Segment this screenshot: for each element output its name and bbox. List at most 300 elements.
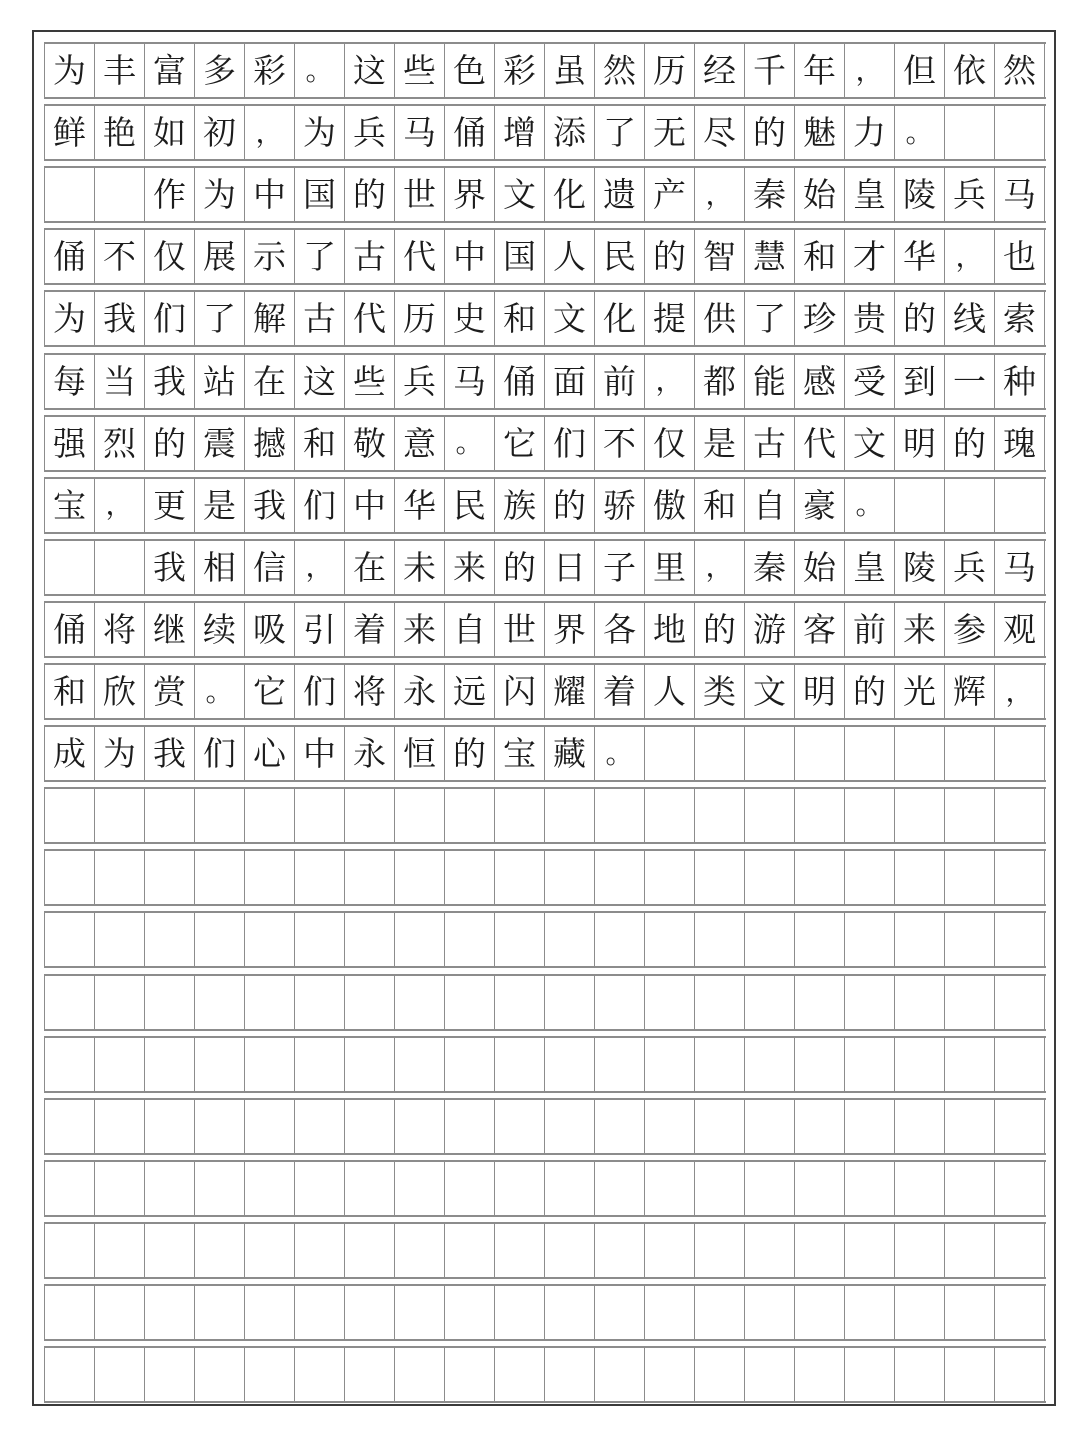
grid-cell: 辉 xyxy=(945,665,995,718)
grid-cell: 民 xyxy=(445,479,495,532)
grid-cell: 提 xyxy=(645,292,695,345)
grid-cell xyxy=(845,727,895,780)
grid-cell: 的 xyxy=(745,106,795,159)
grid-cell xyxy=(145,976,195,1029)
grid-cell xyxy=(895,1038,945,1091)
grid-cell xyxy=(695,1348,745,1401)
grid-cell xyxy=(545,976,595,1029)
grid-cell xyxy=(395,913,445,966)
grid-cell xyxy=(145,1162,195,1215)
grid-cell xyxy=(95,1348,145,1401)
grid-cell: 世 xyxy=(495,603,545,656)
grid-cell: 然 xyxy=(595,44,645,97)
grid-cell xyxy=(845,1286,895,1339)
grid-cell xyxy=(995,976,1045,1029)
grid-cell xyxy=(95,1100,145,1153)
grid-cell xyxy=(445,789,495,842)
grid-cell: 游 xyxy=(745,603,795,656)
grid-cell xyxy=(995,1348,1045,1401)
grid-cell: 但 xyxy=(895,44,945,97)
grid-cell: 烈 xyxy=(95,417,145,470)
grid-cell: 着 xyxy=(595,665,645,718)
grid-cell xyxy=(395,1038,445,1091)
grid-cell xyxy=(895,1348,945,1401)
grid-cell: 代 xyxy=(795,417,845,470)
grid-cell: 添 xyxy=(545,106,595,159)
grid-cell xyxy=(395,789,445,842)
grid-cell xyxy=(295,851,345,904)
grid-cell xyxy=(45,851,95,904)
grid-cell xyxy=(195,851,245,904)
grid-cell: 心 xyxy=(245,727,295,780)
grid-cell xyxy=(95,1224,145,1277)
grid-row xyxy=(44,974,1046,1031)
grid-cell xyxy=(445,1100,495,1153)
grid-cell xyxy=(95,168,145,221)
grid-cell xyxy=(495,976,545,1029)
grid-cell: 了 xyxy=(595,106,645,159)
grid-cell: 了 xyxy=(745,292,795,345)
grid-cell xyxy=(645,789,695,842)
grid-row xyxy=(44,353,1046,410)
grid-cell: 它 xyxy=(245,665,295,718)
grid-cell: 俑 xyxy=(45,230,95,283)
grid-cell xyxy=(745,1348,795,1401)
grid-cell xyxy=(345,913,395,966)
grid-cell: 里 xyxy=(645,541,695,594)
grid-cell xyxy=(945,1038,995,1091)
grid-cell xyxy=(145,1100,195,1153)
grid-cell xyxy=(345,1286,395,1339)
grid-cell: 为 xyxy=(195,168,245,221)
grid-cell: 耀 xyxy=(545,665,595,718)
grid-cell: 类 xyxy=(695,665,745,718)
grid-cell: 和 xyxy=(295,417,345,470)
grid-cell: 代 xyxy=(345,292,395,345)
grid-cell: 这 xyxy=(345,44,395,97)
grid-cell: 。 xyxy=(895,106,945,159)
grid-row xyxy=(44,725,1046,782)
grid-cell xyxy=(945,1162,995,1215)
grid-cell: 在 xyxy=(245,355,295,408)
grid-cell: 我 xyxy=(145,727,195,780)
grid-cell: 到 xyxy=(895,355,945,408)
grid-cell: 我 xyxy=(145,541,195,594)
grid-cell xyxy=(145,851,195,904)
grid-cell xyxy=(45,1348,95,1401)
grid-cell xyxy=(445,1038,495,1091)
grid-cell: 信 xyxy=(245,541,295,594)
grid-cell: 俑 xyxy=(45,603,95,656)
grid-cell xyxy=(945,1100,995,1153)
grid-cell: 它 xyxy=(495,417,545,470)
grid-cell xyxy=(195,1348,245,1401)
grid-cell xyxy=(945,479,995,532)
grid-cell xyxy=(945,1348,995,1401)
grid-cell: 化 xyxy=(545,168,595,221)
grid-cell: 俑 xyxy=(495,355,545,408)
grid-cell xyxy=(645,1162,695,1215)
grid-cell: 兵 xyxy=(345,106,395,159)
grid-cell: 自 xyxy=(745,479,795,532)
grid-cell: 魅 xyxy=(795,106,845,159)
grid-cell: 更 xyxy=(145,479,195,532)
grid-cell xyxy=(295,1100,345,1153)
grid-cell xyxy=(145,1038,195,1091)
grid-cell xyxy=(995,789,1045,842)
grid-cell: 历 xyxy=(645,44,695,97)
grid-cell: 中 xyxy=(445,230,495,283)
grid-cell: 骄 xyxy=(595,479,645,532)
grid-cell xyxy=(245,1224,295,1277)
grid-row xyxy=(44,1222,1046,1279)
grid-cell: 我 xyxy=(145,355,195,408)
grid-cell: 国 xyxy=(495,230,545,283)
grid-cell xyxy=(795,789,845,842)
grid-cell: 。 xyxy=(445,417,495,470)
grid-cell xyxy=(995,1162,1045,1215)
grid-cell: 仅 xyxy=(145,230,195,283)
grid-cell xyxy=(545,1286,595,1339)
grid-cell: 尽 xyxy=(695,106,745,159)
grid-cell xyxy=(545,913,595,966)
grid-cell: 的 xyxy=(495,541,545,594)
grid-cell: 的 xyxy=(845,665,895,718)
grid-cell xyxy=(645,1348,695,1401)
grid-cell xyxy=(45,168,95,221)
grid-cell xyxy=(845,1224,895,1277)
grid-cell: 撼 xyxy=(245,417,295,470)
grid-cell: 将 xyxy=(345,665,395,718)
grid-cell: ， xyxy=(95,479,145,532)
grid-row xyxy=(44,911,1046,968)
grid-cell: 秦 xyxy=(745,541,795,594)
grid-cell xyxy=(95,1162,145,1215)
grid-cell: 闪 xyxy=(495,665,545,718)
grid-cell: 成 xyxy=(45,727,95,780)
grid-cell: 然 xyxy=(995,44,1045,97)
grid-cell xyxy=(745,976,795,1029)
grid-cell xyxy=(195,1224,245,1277)
grid-cell: 世 xyxy=(395,168,445,221)
grid-cell xyxy=(695,976,745,1029)
grid-cell: 民 xyxy=(595,230,645,283)
grid-cell xyxy=(495,1286,545,1339)
grid-cell: 继 xyxy=(145,603,195,656)
grid-cell xyxy=(945,789,995,842)
grid-cell: 们 xyxy=(295,665,345,718)
grid-cell: 马 xyxy=(445,355,495,408)
grid-cell xyxy=(195,1038,245,1091)
grid-cell xyxy=(595,1224,645,1277)
grid-cell xyxy=(895,1224,945,1277)
grid-row xyxy=(44,1036,1046,1093)
grid-cell xyxy=(45,976,95,1029)
grid-cell xyxy=(545,1100,595,1153)
grid-cell xyxy=(995,106,1045,159)
grid-cell xyxy=(895,913,945,966)
grid-cell xyxy=(895,1100,945,1153)
grid-cell: 慧 xyxy=(745,230,795,283)
grid-cell: ， xyxy=(645,355,695,408)
grid-cell: 力 xyxy=(845,106,895,159)
grid-cell xyxy=(195,1100,245,1153)
grid-cell: 。 xyxy=(195,665,245,718)
grid-cell xyxy=(245,1286,295,1339)
grid-cell xyxy=(795,1224,845,1277)
grid-cell xyxy=(645,1038,695,1091)
grid-cell xyxy=(595,1162,645,1215)
grid-cell: ， xyxy=(695,541,745,594)
grid-cell xyxy=(895,789,945,842)
grid-cell xyxy=(695,727,745,780)
grid-cell xyxy=(945,913,995,966)
grid-cell: 相 xyxy=(195,541,245,594)
grid-cell xyxy=(645,1286,695,1339)
grid-cell: 古 xyxy=(345,230,395,283)
grid-cell xyxy=(45,1162,95,1215)
grid-cell: 些 xyxy=(345,355,395,408)
grid-cell: 华 xyxy=(895,230,945,283)
grid-cell xyxy=(845,1162,895,1215)
grid-cell xyxy=(945,106,995,159)
grid-cell: 是 xyxy=(695,417,745,470)
grid-cell xyxy=(495,851,545,904)
grid-cell xyxy=(295,1224,345,1277)
grid-cell xyxy=(295,1038,345,1091)
grid-cell: 为 xyxy=(45,44,95,97)
grid-cell: 始 xyxy=(795,168,845,221)
grid-cell xyxy=(245,976,295,1029)
grid-cell: 如 xyxy=(145,106,195,159)
grid-cell: 兵 xyxy=(945,168,995,221)
grid-cell: 受 xyxy=(845,355,895,408)
grid-cell xyxy=(45,1224,95,1277)
grid-cell: 。 xyxy=(595,727,645,780)
grid-cell xyxy=(95,913,145,966)
grid-cell: 人 xyxy=(645,665,695,718)
grid-cell xyxy=(95,976,145,1029)
grid-cell xyxy=(45,1038,95,1091)
grid-cell: 续 xyxy=(195,603,245,656)
grid-cell: 感 xyxy=(795,355,845,408)
grid-cell xyxy=(645,727,695,780)
grid-cell xyxy=(745,851,795,904)
grid-cell: 增 xyxy=(495,106,545,159)
grid-cell: 代 xyxy=(395,230,445,283)
grid-cell: 自 xyxy=(445,603,495,656)
grid-cell xyxy=(845,789,895,842)
grid-cell xyxy=(195,789,245,842)
grid-cell xyxy=(995,727,1045,780)
grid-cell xyxy=(745,1286,795,1339)
grid-row xyxy=(44,477,1046,534)
grid-cell xyxy=(745,727,795,780)
grid-cell xyxy=(895,976,945,1029)
grid-cell xyxy=(295,976,345,1029)
grid-cell: 吸 xyxy=(245,603,295,656)
grid-cell: 文 xyxy=(745,665,795,718)
grid-cell xyxy=(495,1100,545,1153)
grid-cell xyxy=(595,851,645,904)
grid-cell: 古 xyxy=(295,292,345,345)
grid-cell: 多 xyxy=(195,44,245,97)
grid-cell xyxy=(895,479,945,532)
grid-row xyxy=(44,1284,1046,1341)
grid-cell xyxy=(295,789,345,842)
grid-cell xyxy=(695,913,745,966)
grid-cell xyxy=(245,1348,295,1401)
grid-cell: 文 xyxy=(495,168,545,221)
grid-cell xyxy=(295,1286,345,1339)
grid-cell xyxy=(45,541,95,594)
grid-cell: 前 xyxy=(595,355,645,408)
grid-row xyxy=(44,663,1046,720)
grid-cell: 无 xyxy=(645,106,695,159)
grid-cell: 远 xyxy=(445,665,495,718)
grid-cell xyxy=(795,1038,845,1091)
grid-cell: ， xyxy=(295,541,345,594)
grid-cell: 彩 xyxy=(495,44,545,97)
grid-cell: 意 xyxy=(395,417,445,470)
grid-cell xyxy=(295,913,345,966)
grid-cell: 永 xyxy=(345,727,395,780)
grid-cell xyxy=(445,976,495,1029)
grid-cell: 解 xyxy=(245,292,295,345)
grid-cell: 千 xyxy=(745,44,795,97)
grid-cell: 产 xyxy=(645,168,695,221)
grid-cell xyxy=(45,1286,95,1339)
grid-cell: 秦 xyxy=(745,168,795,221)
grid-cell: 的 xyxy=(545,479,595,532)
grid-cell xyxy=(245,1038,295,1091)
grid-cell: 。 xyxy=(845,479,895,532)
grid-cell: 年 xyxy=(795,44,845,97)
grid-cell xyxy=(245,851,295,904)
grid-cell: 族 xyxy=(495,479,545,532)
grid-cell: 的 xyxy=(945,417,995,470)
grid-cell xyxy=(945,1286,995,1339)
grid-row xyxy=(44,787,1046,844)
grid-cell xyxy=(945,976,995,1029)
grid-cell xyxy=(445,1224,495,1277)
grid-row xyxy=(44,42,1046,99)
grid-cell xyxy=(795,1286,845,1339)
grid-cell xyxy=(445,1348,495,1401)
grid-row xyxy=(44,1346,1046,1403)
grid-cell: 和 xyxy=(695,479,745,532)
grid-cell: 参 xyxy=(945,603,995,656)
grid-cell xyxy=(745,789,795,842)
grid-cell xyxy=(145,913,195,966)
grid-cell xyxy=(445,913,495,966)
grid-cell xyxy=(795,727,845,780)
grid-cell xyxy=(145,1224,195,1277)
grid-cell: 界 xyxy=(545,603,595,656)
grid-row xyxy=(44,290,1046,347)
grid-cell: 中 xyxy=(345,479,395,532)
grid-cell xyxy=(95,1038,145,1091)
grid-cell xyxy=(395,1348,445,1401)
grid-cell: 们 xyxy=(195,727,245,780)
grid-cell: 。 xyxy=(295,44,345,97)
grid-cell xyxy=(595,1100,645,1153)
grid-cell: 的 xyxy=(345,168,395,221)
grid-cell xyxy=(295,1348,345,1401)
grid-cell xyxy=(595,789,645,842)
grid-cell: 敬 xyxy=(345,417,395,470)
grid-cell xyxy=(345,851,395,904)
grid-row xyxy=(44,849,1046,906)
grid-cell: 中 xyxy=(295,727,345,780)
grid-cell xyxy=(695,789,745,842)
grid-cell xyxy=(795,913,845,966)
grid-cell xyxy=(545,1038,595,1091)
grid-cell xyxy=(845,851,895,904)
grid-row xyxy=(44,104,1046,161)
grid-cell xyxy=(745,1038,795,1091)
grid-cell: 贵 xyxy=(845,292,895,345)
grid-cell: 兵 xyxy=(945,541,995,594)
grid-cell: 面 xyxy=(545,355,595,408)
grid-cell: 皇 xyxy=(845,168,895,221)
grid-cell: 马 xyxy=(395,106,445,159)
grid-cell xyxy=(295,1162,345,1215)
grid-cell: 索 xyxy=(995,292,1045,345)
grid-cell: ， xyxy=(245,106,295,159)
grid-cell: 和 xyxy=(45,665,95,718)
grid-cell: 藏 xyxy=(545,727,595,780)
grid-cell xyxy=(545,1162,595,1215)
grid-cell: 前 xyxy=(845,603,895,656)
grid-cell: 种 xyxy=(995,355,1045,408)
grid-cell xyxy=(645,913,695,966)
grid-cell xyxy=(245,1100,295,1153)
grid-cell: 兵 xyxy=(395,355,445,408)
grid-cell: 华 xyxy=(395,479,445,532)
grid-cell: 不 xyxy=(595,417,645,470)
grid-cell xyxy=(945,1224,995,1277)
grid-cell: 日 xyxy=(545,541,595,594)
grid-cell: 瑰 xyxy=(995,417,1045,470)
grid-cell xyxy=(395,976,445,1029)
grid-cell: 豪 xyxy=(795,479,845,532)
grid-cell: 艳 xyxy=(95,106,145,159)
grid-cell: 鲜 xyxy=(45,106,95,159)
grid-cell: 的 xyxy=(895,292,945,345)
grid-cell: 这 xyxy=(295,355,345,408)
grid-cell xyxy=(895,727,945,780)
grid-cell xyxy=(995,1100,1045,1153)
grid-cell xyxy=(995,1038,1045,1091)
grid-cell: 们 xyxy=(295,479,345,532)
grid-cell xyxy=(495,1348,545,1401)
grid-cell xyxy=(645,1224,695,1277)
grid-cell xyxy=(745,913,795,966)
grid-cell: 的 xyxy=(645,230,695,283)
grid-cell xyxy=(895,851,945,904)
grid-cell xyxy=(395,1100,445,1153)
grid-cell xyxy=(345,1162,395,1215)
grid-cell: 珍 xyxy=(795,292,845,345)
grid-cell: 依 xyxy=(945,44,995,97)
grid-cell: 初 xyxy=(195,106,245,159)
grid-cell: 着 xyxy=(345,603,395,656)
grid-row xyxy=(44,166,1046,223)
grid-cell xyxy=(395,1162,445,1215)
grid-cell xyxy=(795,1100,845,1153)
grid-cell xyxy=(45,789,95,842)
